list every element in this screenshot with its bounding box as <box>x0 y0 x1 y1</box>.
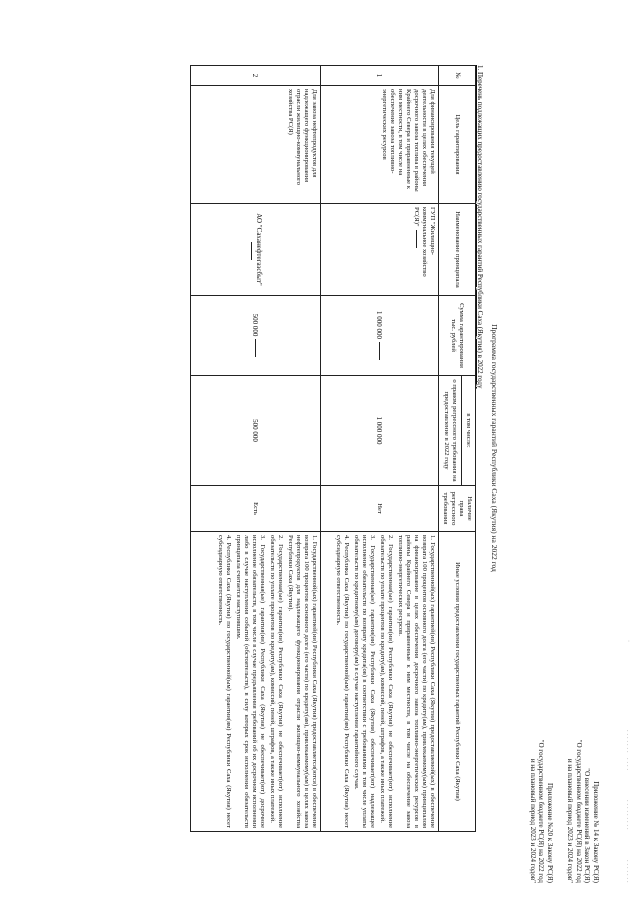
appendix-note-2 <box>529 583 555 883</box>
table-row <box>191 66 321 832</box>
section-heading: 1. Перечень подлежащих предоставлению государственных гарантий Республики Саха (Якутия) в 2022 году <box>476 65 484 389</box>
table-header-row <box>461 66 475 832</box>
header-conditions: Иные условия предоставления государственных гарантий Республики Саха (Якутия) <box>439 532 476 832</box>
appendix-line: "О государственном бюджете РС(Я) на 2022 год <box>537 739 546 883</box>
condition-item: 3. Государственная(ые) гарантия(ии) Республики Саха (Якутия) обеспечивает(ют) надлежащее исполнение обязательств по возврату кредита(ов) в соответствии с требованиями в том числе уплаты обязательств по кредитному(ым) договору(ам) в случае наступления гарантийного случая. <box>353 535 376 828</box>
header-num: № <box>439 66 476 86</box>
row-incl: 500 000 <box>191 376 321 486</box>
guarantees-table <box>190 65 476 832</box>
amount-value: 1 000 000 <box>375 311 384 339</box>
appendix-line: "О государственном бюджете РС(Я) на 2022 год <box>575 739 583 883</box>
row-purpose: Для завоза нефтепродуктов для надлежащего функционирования отрасли жилищно-коммунального хозяйства РС(Я) <box>191 86 321 204</box>
row-regress: Есть <box>191 486 321 532</box>
condition-item: 2. Государственная(ые) гарантия(ии) Республики Саха (Якутия) не обеспечивает(ют) исполнение обязательств по уплате процентов по кредиту(ам), комиссий, пеней, штрафов, а также иных платежей. <box>269 535 284 828</box>
header-incl: в том числе: <box>461 376 475 486</box>
scan-artifact: ....... .... <box>625 730 631 772</box>
condition-item: 4. Республика Саха (Якутия) по государственной(ым) гарантии(ям) Республики Саха (Якутия) несет субсидиарную ответственность. <box>335 535 350 828</box>
appendix-line: "О внесении изменений в Закон РС(Я) <box>583 768 592 883</box>
header-purpose: Цель гарантирования <box>439 86 476 204</box>
row-incl: 1 000 000 <box>321 376 439 486</box>
row-principal <box>321 204 439 296</box>
table-row <box>321 66 439 832</box>
header-amount: Сумма гарантирования тыс. рублей <box>439 296 476 376</box>
appendix-line: и на плановый период 2023 и 2024 годов" <box>566 758 575 883</box>
leader-line <box>255 339 256 357</box>
row-number: 1 <box>321 66 439 86</box>
condition-item: 1. Государственной(ых) гарантией(ии) Республики Саха (Якутия) предоставляемой(ых) в обеспечение возврата 100 процентов основного долга (его части) по кредиту(ам), привлекаемому(ым) принципалом на финансирование в целях обеспечения досрочного завоза топливно-энергетических ресурсов в районы Крайнего Севера и приравненные к ним местности, в том числе на обеспечение завоза топливно-энергетических ресурсов. <box>397 535 436 828</box>
row-amount <box>191 296 321 376</box>
condition-item: 4. Республика Саха (Якутия) по государственной(ым) гарантии(ям) Республики Саха (Якутия) несет субсидиарную ответственность. <box>217 535 232 828</box>
scan-artifact: · <box>625 640 631 644</box>
scan-artifact: ......... <box>625 800 631 832</box>
principal-name: АО "Саханефтегазсбыт" <box>255 213 264 286</box>
leader-line <box>251 242 252 260</box>
row-principal <box>191 204 321 296</box>
row-conditions <box>321 532 439 832</box>
row-number: 2 <box>191 66 321 86</box>
appendix-note-1 <box>566 583 600 883</box>
header-regress: Наличие права регрессного требования <box>439 486 476 532</box>
condition-item: 2. Государственная(ые) гарантия(ии) Республики Саха (Якутия) не обеспечивает(ют) исполнение обязательств по уплате процентов по кредиту(ам), комиссий, пеней, штрафов, а также иных платежей. <box>379 535 394 828</box>
row-conditions <box>191 532 321 832</box>
row-purpose: Для финансирования текущей деятельности в целях обеспечения досрочного завоза топлива в районы Крайнего Севера и приравненные к ним местности, в том числе на обеспечение завоза топливно-энергетических ресурсов <box>321 86 439 204</box>
document-title: Программа государственных гарантий Республики Саха (Якутия) на 2022 год <box>490 324 499 572</box>
header-principal: Наименование принципала <box>439 204 476 296</box>
header-incl-detail: о правом регрессного требования на предоставление в 2022 году <box>439 376 462 486</box>
appendix-line: и на плановый период 2023 и 2024 годов" <box>529 758 537 883</box>
row-amount <box>321 296 439 376</box>
leader-line <box>379 342 380 360</box>
amount-value: 500 000 <box>251 313 260 337</box>
condition-item: 1. Государственной(ых) гарантией(ии) Республики Саха (Якутия) предоставляется(ются) в обеспечение возврата 100 процентов основного долга (его части) по кредиту(ам), привлекаемому(ым) в целях завоза нефтепродуктов для надлежащего функционирования отрасли жилищно-коммунального хозяйства Республики Саха (Якутия). <box>287 535 318 828</box>
row-regress: Нет <box>321 486 439 532</box>
principal-name: ГУП "Жилищно-коммунальное хозяйство РС(Я)" <box>413 207 436 277</box>
scan-artifact: ....... <box>625 860 631 885</box>
appendix-line: Приложение № 14 к Закону РС(Я) <box>592 781 600 883</box>
leader-line <box>416 230 417 248</box>
condition-item: 3. Государственная(ые) гарантия(ии) Республики Саха (Якутия) не обеспечивает(ют) досрочное исполнение обязательств, в том числе в случае предъявления требований об их досрочном исполнении либо в случае наступления событий (обстоятельств), в силу которых срок исполнения обязательств принципала считается наступившим. <box>235 535 266 828</box>
appendix-line: Приложение №20 к Закону РС(Я) <box>546 782 554 883</box>
